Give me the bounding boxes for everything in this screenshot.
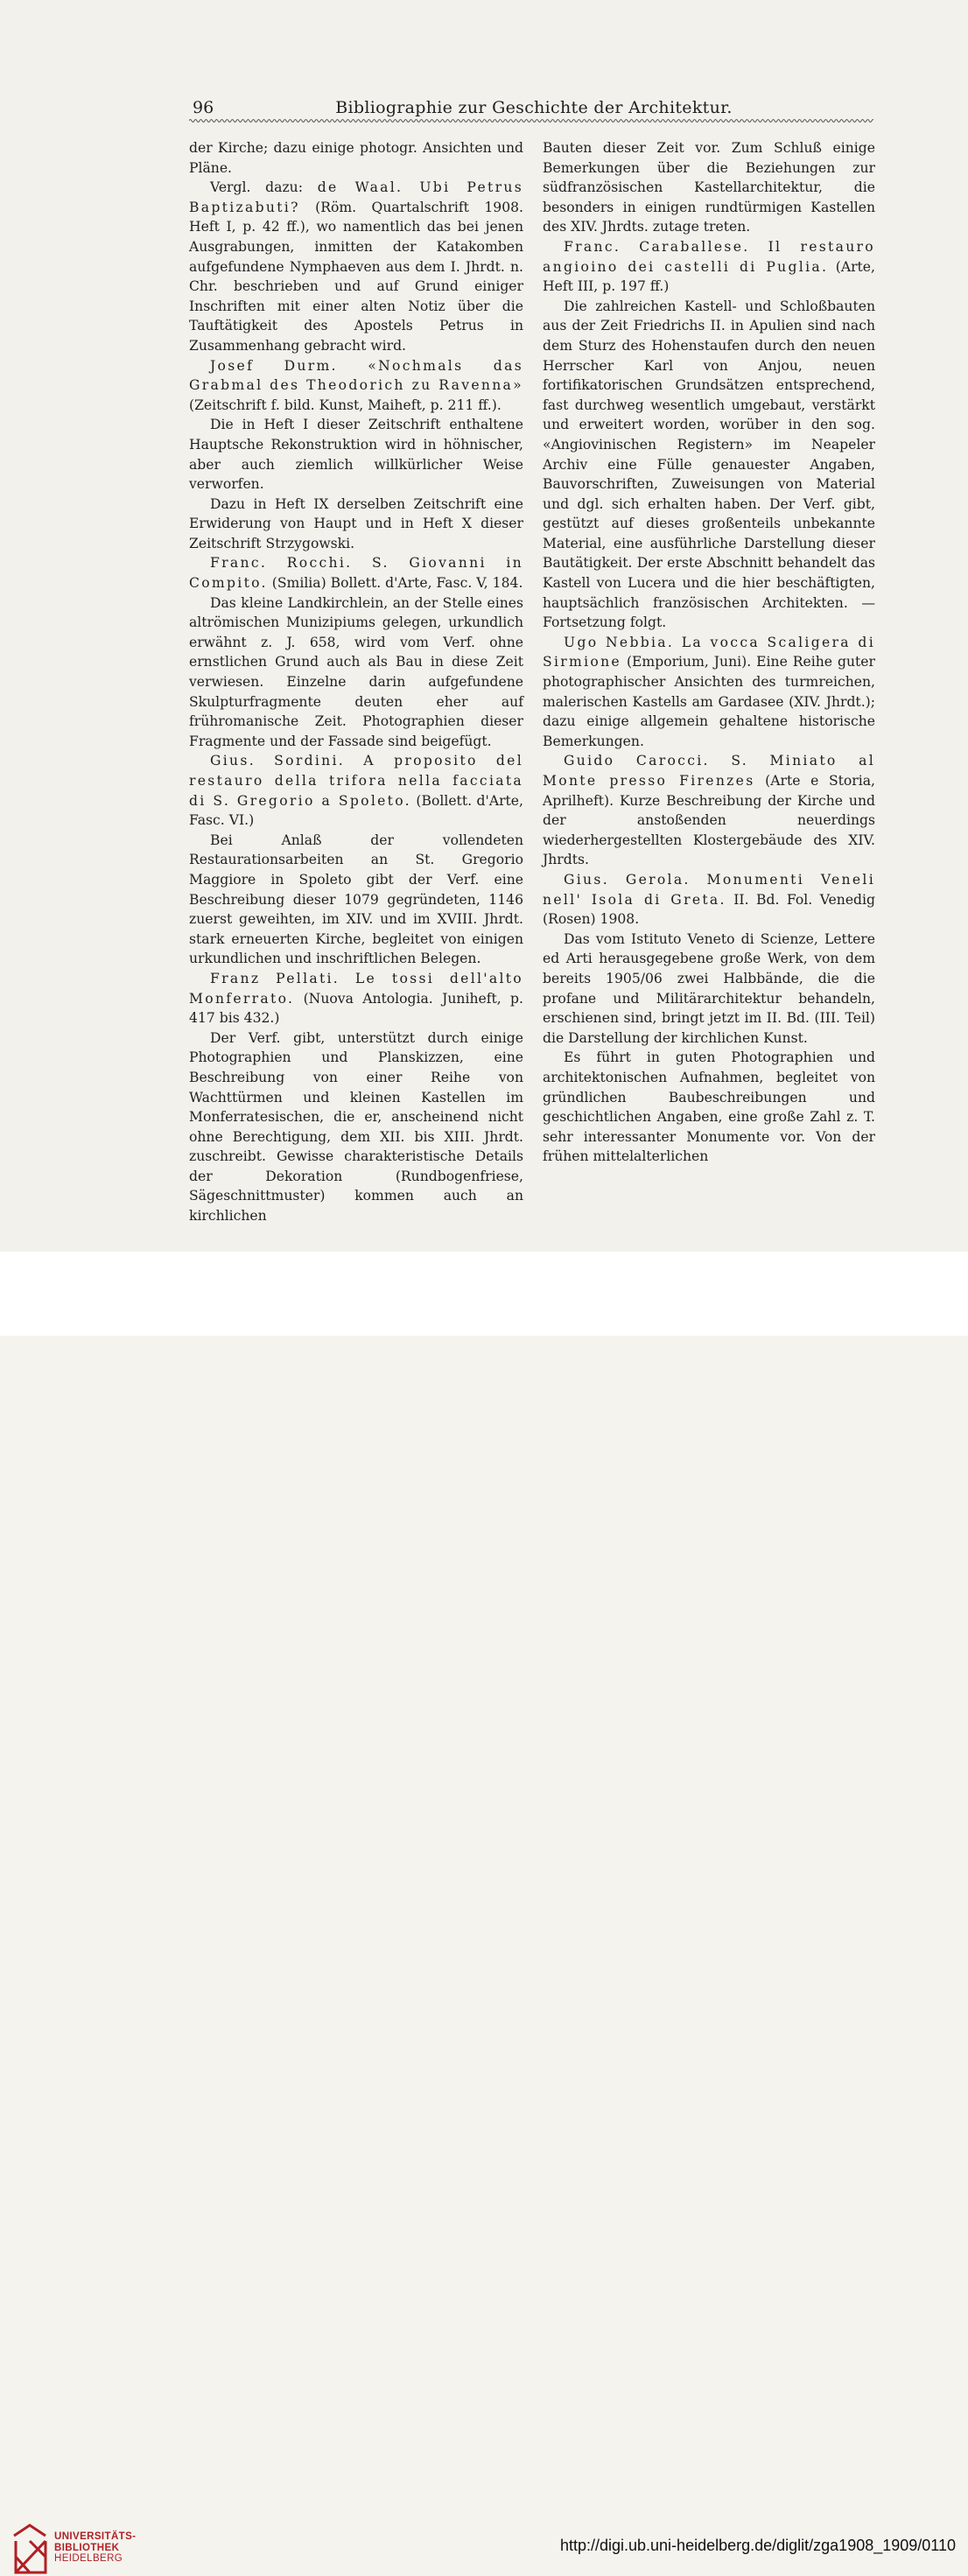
paragraph-text: (Röm. Quartalschrift 1908. Heft I, p. 42 ff.), wo namentlich das bei jenen Ausgrabungen, inmitten der Katakomben aufgefundene Nymphaeven aus dem I. Jhrdt. n. Chr. beschrieben und auf Grund einiger Inschriften mit einer alten Notiz über die Tauftätigkeit des Apostels Petrus in Zusammenhang gebracht wird.	[189, 199, 523, 354]
paragraph	[543, 633, 875, 752]
paragraph-text: Die zahlreichen Kastell- und Schloßbauten aus der Zeit Friedrichs II. in Apulien sind nach dem Sturz des Hohenstaufen durch den neuen Herrscher Karl von Anjou, neuen fortifikatorischen Grundsätzen entsprechend, fast durchweg wesentlich umgebaut, verstärkt und erweitert worden, worüber in den sog. «Angiovinischen Registern» im Neapeler Archiv eine Fülle genauester Angaben, Bauvorschriften, Zuweisungen von Material und dgl. sich erhalten haben. Der Verf. gibt, gestützt auf dieses großenteils unbekannte Material, eine ausführliche Darstellung dieser Bautätigkeit. Der erste Abschnitt behandelt das Kastell von Lucera und die hier beschäftigten, hauptsächlich französischen Architekten. — Fortsetzung folgt.	[543, 298, 875, 631]
paragraph-text: II. Bd. Fol. Venedig (Rosen) 1908.	[543, 891, 875, 928]
paragraph	[189, 356, 523, 416]
paragraph	[543, 751, 875, 870]
paragraph-text: (Zeitschrift f. bild. Kunst, Maiheft, p. 211 ff.).	[189, 397, 502, 413]
paragraph	[189, 415, 523, 494]
paragraph-text: Dazu in Heft IX derselben Zeitschrift eine Erwiderung von Haupt und in Heft X dieser Zeitschrift Strzygowski.	[189, 495, 523, 551]
citation-title: Ugo Nebbia. La vocca Scaligera di Sirmione	[543, 634, 875, 670]
citation-title: Gius. Sordini. A proposito del restauro della trifora nella facciata di S. Gregorio a Spoleto.	[189, 753, 523, 809]
paragraph-text: (Arte e Storia, Aprilheft). Kurze Beschreibung der Kirche und der anstoßenden neuerdings wiederhergestellten Klostergebäude des XIV. Jhrdts.	[543, 773, 875, 868]
right-column	[543, 138, 875, 1167]
citation-title: Gius. Gerola. Monumenti Veneli nell' Isola di Greta.	[543, 871, 875, 908]
paragraph	[543, 870, 875, 930]
paragraph	[189, 751, 523, 830]
paragraph-text: Das vom Istituto Veneto di Scienze, Lettere ed Arti herausgegebene große Werk, von dem bereits 1905/06 zwei Halbbände, die die profane und Militärarchitektur behandeln, erschienen sind, bringt jetzt im II. Bd. (III. Teil) die Darstellung der kirchlichen Kunst.	[543, 930, 875, 1046]
running-header	[189, 98, 879, 119]
university-library-logo-icon	[11, 2523, 51, 2576]
paragraph	[189, 553, 523, 593]
header-wavy-rule	[189, 117, 873, 124]
continued-paragraph	[189, 138, 523, 178]
paragraph-text: Bei Anlaß der vollendeten Restaurationsarbeiten an St. Gregorio Maggiore in Spoleto gibt der Verf. eine Beschreibung dieser 1079 gegründeten, 1146 zuerst geweihten, im XIV. und im XVIII. Jhrdt. stark erneuerten Kirche, begleitet von einigen urkundlichen und inschriftlichen Belegen.	[189, 832, 523, 967]
paragraph	[189, 178, 523, 355]
citation-title: Guido Carocci. S. Miniato al Monte presso Firenzes	[543, 753, 875, 789]
paragraph-text: (Bollett. d'Arte, Fasc. VI.)	[189, 792, 523, 829]
paragraph	[189, 969, 523, 1028]
paragraph-text: (Emporium, Juni). Eine Reihe guter photographischer Ansichten des turmreichen, malerischen Kastells am Gardasee (XIV. Jhrdt.); dazu einige allgemein gehaltene historische Bemerkungen.	[543, 654, 875, 749]
running-title: Bibliographie zur Geschichte der Architektur.	[335, 98, 733, 117]
left-column	[189, 138, 523, 1226]
paragraph	[543, 297, 875, 633]
paragraph	[189, 1028, 523, 1226]
paragraph-text: (Nuova Antologia. Juniheft, p. 417 bis 432.)	[189, 990, 523, 1027]
paragraph	[543, 1048, 875, 1167]
citation-title: Franz Pellati. Le tossi dell'alto Monferrato.	[189, 970, 523, 1007]
paragraph-text: Vergl. dazu:	[210, 179, 318, 196]
paragraph-text: Das kleine Landkirchlein, an der Stelle eines altrömischen Munizipiums gelegen, urkundlich erwähnt z. J. 658, wird vom Verf. ohne ernstlichen Grund auch als Bau in diese Zeit verwiesen. Einzelne darin aufgefundene Skulpturfragmente deuten eher auf frühromanische Zeit. Photographien dieser Fragmente und der Fassade sind beigefügt.	[189, 594, 523, 749]
continued-paragraph	[543, 138, 875, 237]
citation-title: Franc. Caraballese. Il restauro angioino dei castelli di Puglia.	[543, 238, 875, 275]
scanned-page	[0, 0, 968, 1252]
citation-title: de Waal. Ubi Petrus Baptizabuti?	[189, 179, 523, 215]
paragraph-text: Es führt in guten Photographien und architektonischen Aufnahmen, begleitet von gründlichen Baubeschreibungen und geschichtlichen Angaben, eine große Zahl z. T. sehr interessanter Monumente vor. Von der frühen mittelalterlichen	[543, 1049, 875, 1165]
citation-title: Franc. Rocchi. S. Giovanni in Compito.	[189, 555, 523, 592]
page-number: 96	[193, 98, 214, 117]
citation-title: Josef Durm. «Nochmals das Grabmal des Theodorich zu Ravenna»	[189, 357, 523, 394]
source-url[interactable]: http://digi.ub.uni-heidelberg.de/diglit/zga1908_1909/0110	[559, 2537, 956, 2554]
paragraph-text: (Arte, Heft III, p. 197 ff.)	[543, 258, 875, 295]
paragraph-text: (Smilia) Bollett. d'Arte, Fasc. V, 184.	[267, 575, 523, 592]
paragraph-text: der Kirche; dazu einige photogr. Ansichten und Pläne.	[189, 140, 523, 176]
paragraph-text: Der Verf. gibt, unterstützt durch einige Photographien und Planskizzen, eine Beschreibung von einer Reihe von Wachttürmen und kleinen Kastellen im Monferratesischen, die er, anscheinend nicht ohne Berechtigung, dem XII. bis XIII. Jhrdt. zuschreibt. Gewisse charakteristische Details der Dekoration (Rundbogenfriese, Sägeschnittmuster) kommen auch an kirchlichen	[189, 1029, 523, 1225]
paragraph	[189, 593, 523, 752]
library-name: UNIVERSITÄTS- BIBLIOTHEK HEIDELBERG	[54, 2531, 137, 2564]
paragraph	[189, 831, 523, 969]
paragraph	[543, 930, 875, 1049]
paragraph-text: Bauten dieser Zeit vor. Zum Schluß einige Bemerkungen über die Beziehungen zur südfranzösischen Kastellarchitektur, die besonders in einigen rundtürmigen Kastellen des XIV. Jhrdts. zutage treten.	[543, 140, 875, 235]
paragraph	[189, 495, 523, 554]
paragraph-text: Die in Heft I dieser Zeitschrift enthaltene Hauptsche Rekonstruktion wird in höhnischer, aber auch ziemlich willkürlicher Weise verworfen.	[189, 417, 523, 493]
footer-bar	[0, 1252, 968, 2564]
paragraph	[543, 237, 875, 297]
